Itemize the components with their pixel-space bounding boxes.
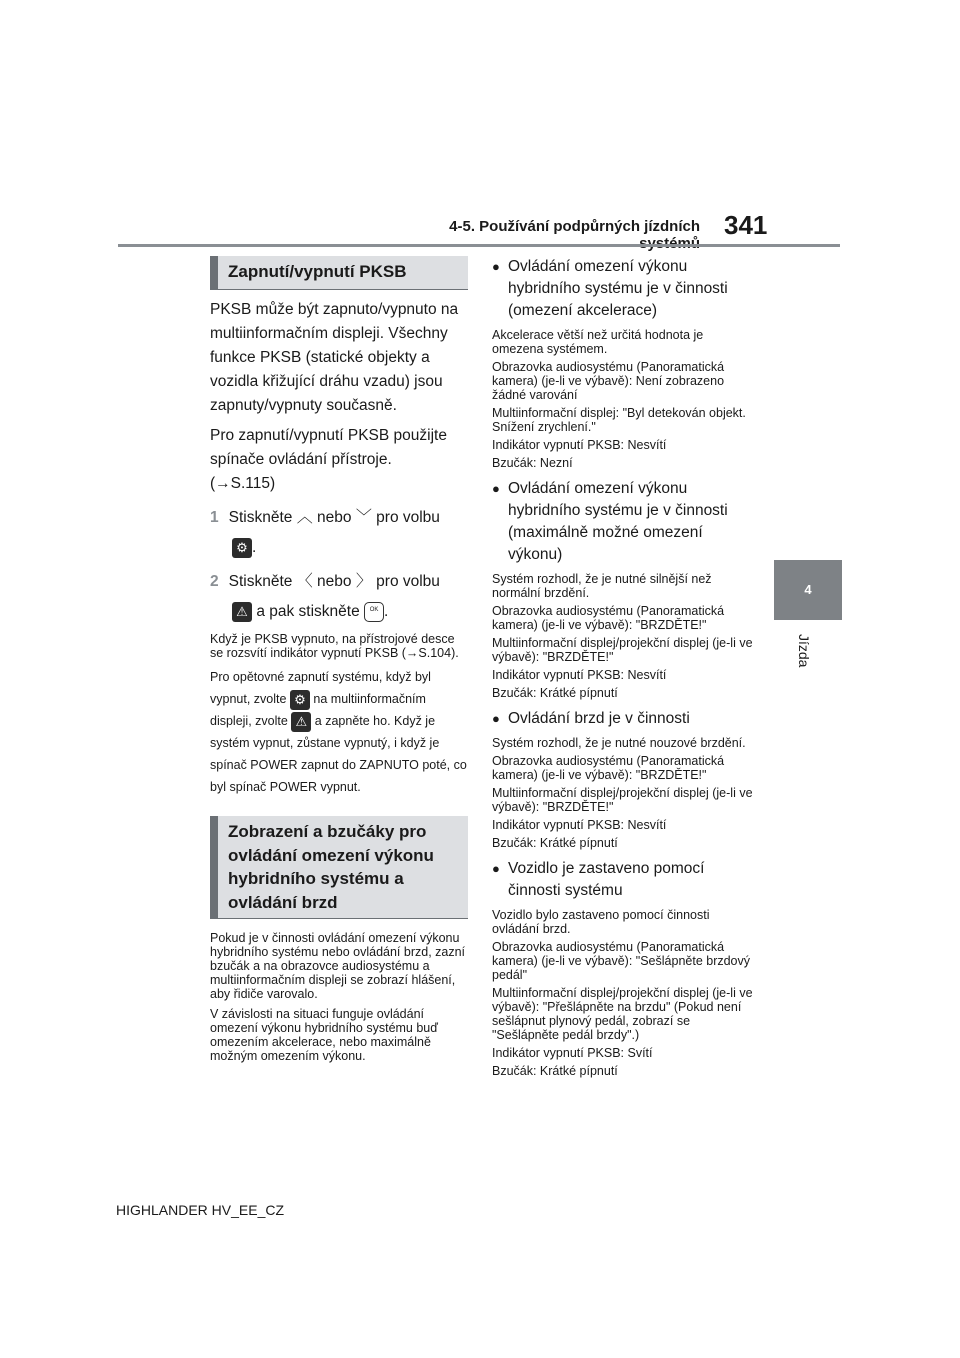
behavior-line: Multiinformační displej/projekční displej (je-li ve výbavě): "BRZDĚTE!" <box>492 636 753 664</box>
gear-icon: ⚙ <box>232 538 252 558</box>
step-text: Stiskněte <box>228 573 293 591</box>
behavior-block <box>492 478 756 700</box>
note-reenable <box>210 666 468 798</box>
pksb-car-icon: ⚠ <box>291 712 311 732</box>
step-text: a pak stiskněte <box>256 603 360 621</box>
gear-icon: ⚙ <box>290 690 310 710</box>
behavior-line: Multiinformační displej: "Byl detekován objekt. Snížení zrychlení." <box>492 406 746 434</box>
note-pksb-off: Když je PKSB vypnuto, na přístrojové desce se rozsvítí indikátor vypnutí PKSB (→S.104). <box>210 632 459 661</box>
behavior-line: Bzučák: Krátké pípnutí <box>492 686 618 700</box>
step-2-icon-line <box>232 602 468 622</box>
behavior-heading: ● Ovládání omezení výkonu hybridního systému je v činnosti (omezení akcelerace) <box>492 256 756 322</box>
intro-ref: (→S.115) <box>210 475 276 492</box>
header-rule <box>118 244 840 247</box>
behavior-line: Obrazovka audiosystému (Panoramatická kamera) (je-li ve výbavě): Není zobrazeno žádné varování <box>492 360 725 402</box>
chevron-left-icon: 〈 <box>296 573 313 591</box>
step-text: pro volbu <box>376 573 440 591</box>
behavior-line: Systém rozhodl, že je nutné silnější než normální brzdění. <box>492 572 712 600</box>
behavior-line: Bzučák: Nezní <box>492 456 573 470</box>
behavior-heading: ● Ovládání omezení výkonu hybridního systému je v činnosti (maximálně možné omezení výkonu) <box>492 478 756 566</box>
chapter-label <box>790 634 820 684</box>
behavior-line: Obrazovka audiosystému (Panoramatická kamera) (je-li ve výbavě): "BRZDĚTE!" <box>492 604 725 632</box>
page-number: 341 <box>724 210 768 240</box>
note-text: na multiinformačním displeji, zvolte <box>210 692 426 729</box>
behavior-line: Vozidlo bylo zastaveno pomocí činnosti ovládání brzd. <box>492 908 710 936</box>
behavior-line: Multiinformační displej/projekční displej (je-li ve výbavě): "BRZDĚTE!" <box>492 786 753 814</box>
step-1-icon-line <box>232 538 468 558</box>
chapter-tab: 4 <box>774 560 842 620</box>
behavior-block <box>492 708 756 850</box>
behavior-line: Indikátor vypnutí PKSB: Svítí <box>492 1046 653 1060</box>
behavior-line: Indikátor vypnutí PKSB: Nesvítí <box>492 438 667 452</box>
behavior-line: Bzučák: Krátké pípnutí <box>492 1064 618 1078</box>
intro-paragraph-2: Pro zapnutí/vypnutí PKSB použijte spínače ovládání přístroje. <box>210 427 447 468</box>
behavior-block <box>492 858 756 1078</box>
step-text: nebo <box>317 509 352 527</box>
step-text: . <box>252 539 257 557</box>
section-header-title: 4-5. Používání podpůrných jízdních <box>449 218 700 235</box>
behavior-line: Systém rozhodl, že je nutné nouzové brzdění. <box>492 736 746 750</box>
chevron-down-icon: ﹀ <box>355 509 372 526</box>
left-column-lower <box>210 816 468 1063</box>
behavior-block <box>492 256 756 470</box>
chevron-right-icon: 〉 <box>355 573 372 591</box>
footer-model: HIGHLANDER HV_EE_CZ <box>116 1202 285 1218</box>
note-text: Pro opětovné zapnutí systému, když byl vypnut, zvolte <box>210 670 431 707</box>
step-text: nebo <box>317 573 352 591</box>
behavior-line: Obrazovka audiosystému (Panoramatická kamera) (je-li ve výbavě): "BRZDĚTE!" <box>492 754 725 782</box>
right-column <box>492 256 756 1078</box>
step-1 <box>210 506 468 530</box>
behavior-heading: ● Vozidlo je zastaveno pomocí činnosti systému <box>492 858 756 902</box>
chevron-up-icon: ︿ <box>296 509 313 526</box>
chapter-label-text: Jízda <box>796 634 812 668</box>
note-text: a zapněte ho. Když je systém vypnut, zůstane vypnutý, i když je spínač POWER zapnut do ZAPNUTO poté, co byl spínač POWER vypnut. <box>210 714 467 795</box>
behavior-line: Indikátor vypnutí PKSB: Nesvítí <box>492 818 667 832</box>
behavior-line: Bzučák: Krátké pípnutí <box>492 836 618 850</box>
step-text: Stiskněte <box>228 509 293 527</box>
ok-button-icon: OK <box>364 602 384 622</box>
step-2 <box>210 570 468 594</box>
step-number: 1 <box>210 509 219 527</box>
behavior-line: Multiinformační displej/projekční displej (je-li ve výbavě): "Přešlápněte na brzdu" (Pokud není sešlápnut plynový pedál, zobrazí se "Sešlápněte pedál brzdy".) <box>492 986 753 1042</box>
behavior-line: Indikátor vypnutí PKSB: Nesvítí <box>492 668 667 682</box>
behavior-line: Obrazovka audiosystému (Panoramatická kamera) (je-li ve výbavě): "Sešlápněte brzdový pedál" <box>492 940 751 982</box>
step-number: 2 <box>210 573 219 591</box>
section-title-pksb: Zapnutí/vypnutí PKSB <box>210 256 468 290</box>
body-paragraph: Pokud je v činnosti ovládání omezení výkonu hybridního systému nebo ovládání brzd, zazní bzučák a na obrazovce audiosystému a multiinformačním displeji se zobrazí hlášení, aby řidiče varovalo. <box>210 931 466 1001</box>
pksb-car-icon: ⚠ <box>232 602 252 622</box>
left-column <box>210 256 468 798</box>
behavior-line: Akcelerace větší než určitá hodnota je omezena systémem. <box>492 328 704 356</box>
step-text: . <box>384 603 389 621</box>
intro-paragraph: PKSB může být zapnuto/vypnuto na multiinformačním displeji. Všechny funkce PKSB (statické objekty a vozidla křižující dráhu vzadu) jsou zapnuty/vypnuty současně. <box>210 301 459 414</box>
section-title-displays: Zobrazení a bzučáky pro ovládání omezení výkonu hybridního systému a ovládání brzd <box>210 816 468 919</box>
step-text: pro volbu <box>376 509 440 527</box>
behavior-heading: ● Ovládání brzd je v činnosti <box>492 708 756 730</box>
body-paragraph-2: V závislosti na situaci funguje ovládání omezení výkonu hybridního systému buď omezením akcelerace, nebo maximálně možným omezením výkonu. <box>210 1007 438 1063</box>
